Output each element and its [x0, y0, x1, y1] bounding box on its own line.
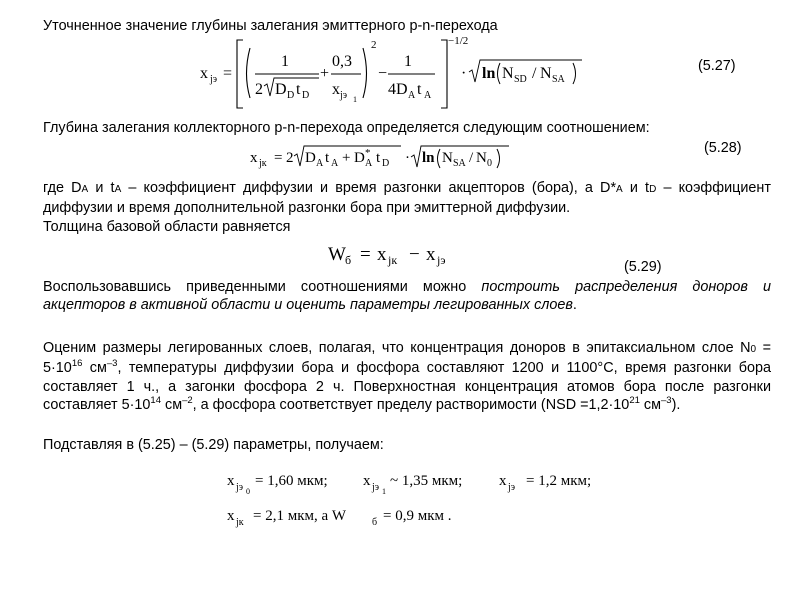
eq27-frac2-den-subsub: 1 — [353, 95, 357, 104]
result3-x: x — [499, 473, 507, 489]
p6-sup-e: –2 — [182, 395, 193, 407]
eq27-frac3-den-sub2: A — [424, 90, 432, 101]
result3-sub: jэ — [508, 482, 516, 493]
p6-text-d: , температуры диффузии бора и фосфора составляют 1200 и 1100°C, время разгонки бора составляет 1 ч., а загонки фосфора 2 ч. Поверхностная концентрация атомов бора после разгонки составляет 5·10 — [43, 360, 771, 414]
eq27-ln-N1: N — [502, 65, 514, 82]
eq28-D2-sub: A — [365, 158, 373, 169]
paragraph-substituting: Подставляя в (5.25) – (5.29) параметры, получаем: — [43, 437, 384, 453]
eq29-x1: x — [377, 244, 387, 265]
eq28-lhs-sub: jк — [259, 158, 267, 169]
eq-number-5-29: (5.29) — [624, 259, 662, 275]
eq27-frac1-t: t — [296, 81, 301, 98]
p6-sup-c: –3 — [106, 358, 118, 370]
eq28-equals: = — [274, 150, 283, 166]
result4-W-sub: б — [372, 517, 378, 528]
eq28-N2-sub: 0 — [487, 158, 492, 169]
eq-number-5-28: (5.28) — [704, 140, 742, 156]
p3-text-c: – коэффициент диффузии и время разгонки акцепторов (бора), а D* — [121, 180, 617, 196]
p6-text-e: см — [161, 397, 183, 414]
p6-sup-b: 16 — [71, 358, 83, 370]
eq27-lhs-sub: jэ — [210, 74, 218, 85]
eq27-ln: ln — [482, 65, 496, 82]
eq27-frac2-num: 0,3 — [332, 53, 352, 70]
eq29-W: W — [328, 244, 346, 265]
eq29-minus: − — [409, 244, 420, 265]
result4-value: = 2,1 мкм, а W — [253, 508, 347, 524]
p6-text-h: ). — [671, 397, 681, 414]
paragraph-build-distribution — [43, 278, 771, 315]
eq28-D-sub: A — [316, 158, 324, 169]
eq-number-5-27: (5.27) — [698, 58, 736, 74]
eq27-frac1-t-sub: D — [302, 90, 310, 101]
eq28-t: t — [325, 150, 330, 166]
paragraph-estimate-parameters — [43, 339, 771, 415]
eq27-equals: = — [223, 65, 233, 82]
eq27-ln-N2-sub: SA — [552, 74, 565, 85]
eq28-t2: t — [376, 150, 381, 166]
eq27-frac1-coef: 2 — [255, 81, 263, 98]
result2-subsub: 1 — [382, 487, 386, 496]
p3-sub-d: D — [649, 184, 657, 195]
result2-sub: jэ — [372, 482, 380, 493]
result1-x: x — [227, 473, 235, 489]
equation-5-27 — [195, 36, 595, 112]
p6-text-g: см — [639, 397, 661, 414]
eq27-square: 2 — [371, 39, 377, 51]
p5-text-a: Воспользовавшись приведенными соотношениями можно — [43, 279, 482, 295]
result4-tail: = 0,9 мкм . — [383, 508, 452, 524]
eq28-t2-sub: D — [382, 158, 390, 169]
eq27-minus: − — [378, 65, 388, 82]
result1-sub: jэ — [236, 482, 244, 493]
p3-text-d: и t — [622, 180, 650, 196]
eq27-frac3-num: 1 — [404, 53, 412, 70]
eq28-N2: N — [476, 150, 487, 166]
eq29-x2-sub: jэ — [437, 253, 446, 267]
equation-5-28 — [247, 140, 517, 174]
paragraph-emitter-depth-intro: Уточненное значение глубины залегания эмиттерного p-n-перехода — [43, 18, 498, 34]
eq27-frac3-den-t: t — [417, 81, 422, 98]
result2-value: ~ 1,35 мкм; — [390, 473, 463, 489]
p6-text-a: Оценим размеры легированных слоев, полагая, что концентрация доноров в эпитаксиальном слое N — [43, 340, 751, 356]
p3-text-b: и t — [88, 180, 115, 196]
p3-text-e: – коэффициент диффузии и время дополнительной разгонки бора при эмиттерной диффузии. — [43, 180, 771, 217]
p3-sub-a: A — [81, 184, 89, 195]
p6-sup-f: 21 — [629, 395, 640, 407]
eq27-dot: · — [461, 65, 467, 82]
eq28-t-sub: A — [331, 158, 339, 169]
paragraph-definitions — [43, 179, 771, 218]
eq27-frac3-den-sub1: A — [408, 90, 416, 101]
result2-x: x — [363, 473, 371, 489]
eq29-x1-sub: jк — [388, 253, 398, 267]
p5-italic-text: построить распределения доноров и акцепторов в активной области и оценить параметры легированных слоев — [43, 279, 771, 314]
eq28-ln: ln — [422, 150, 435, 166]
eq28-lhs: x — [250, 150, 258, 166]
p3-text-a: где D — [43, 180, 82, 196]
p3-sub-b: A — [114, 184, 122, 195]
eq28-D2-star: * — [365, 147, 371, 159]
p3-sub-c: A — [616, 184, 623, 195]
eq29-x2: x — [426, 244, 436, 265]
eq27-ln-slash: / — [532, 65, 537, 82]
eq27-frac1-D-sub: D — [287, 90, 295, 101]
eq29-equals: = — [360, 244, 371, 265]
p6-sup-d: 14 — [150, 395, 161, 407]
result4-x: x — [227, 508, 235, 524]
eq28-N1: N — [442, 150, 453, 166]
result1-subsub: 0 — [246, 487, 250, 496]
p6-text-f: , а фосфора соответствует пределу растворимости (NSD =1,2·10 — [192, 397, 630, 414]
eq29-W-sub: б — [345, 253, 352, 267]
eq27-frac1-D: D — [275, 81, 287, 98]
eq28-D2: D — [354, 150, 365, 166]
eq27-frac2-den-sub: jэ — [340, 90, 348, 101]
equation-5-29 — [326, 236, 486, 270]
eq27-ln-N1-sub: SD — [514, 74, 527, 85]
eq28-N1-sub: SA — [453, 158, 466, 169]
p6-text-b: = 5·10 — [43, 340, 771, 377]
result4-sub: jк — [236, 517, 244, 528]
p6-text-c: см — [82, 360, 107, 377]
results-block — [225, 467, 625, 537]
eq27-frac3-den: 4D — [388, 81, 408, 98]
p5-text-c: . — [572, 297, 577, 314]
paragraph-collector-depth-intro: Глубина залегания коллекторного p-n-перехода определяется следующим соотношением: — [43, 120, 650, 136]
p6-sup-g: –3 — [661, 395, 672, 407]
eq27-ln-N2: N — [540, 65, 552, 82]
eq27-frac1-num: 1 — [281, 53, 289, 70]
eq27-lhs: x — [200, 65, 208, 82]
paragraph-base-thickness: Толщина базовой области равняется — [43, 219, 291, 235]
eq27-plus: + — [320, 65, 330, 82]
eq28-D: D — [305, 150, 316, 166]
eq28-plus: + — [342, 150, 351, 166]
eq27-exponent: −1/2 — [448, 36, 469, 47]
result3-value: = 1,2 мкм; — [526, 473, 592, 489]
eq27-frac2-den: x — [332, 81, 340, 98]
eq28-dot: · — [405, 150, 410, 166]
eq28-coef: 2 — [286, 150, 294, 166]
eq28-slash: / — [469, 150, 474, 166]
p6-sub-a: 0 — [750, 344, 757, 355]
result1-value: = 1,60 мкм; — [255, 473, 328, 489]
